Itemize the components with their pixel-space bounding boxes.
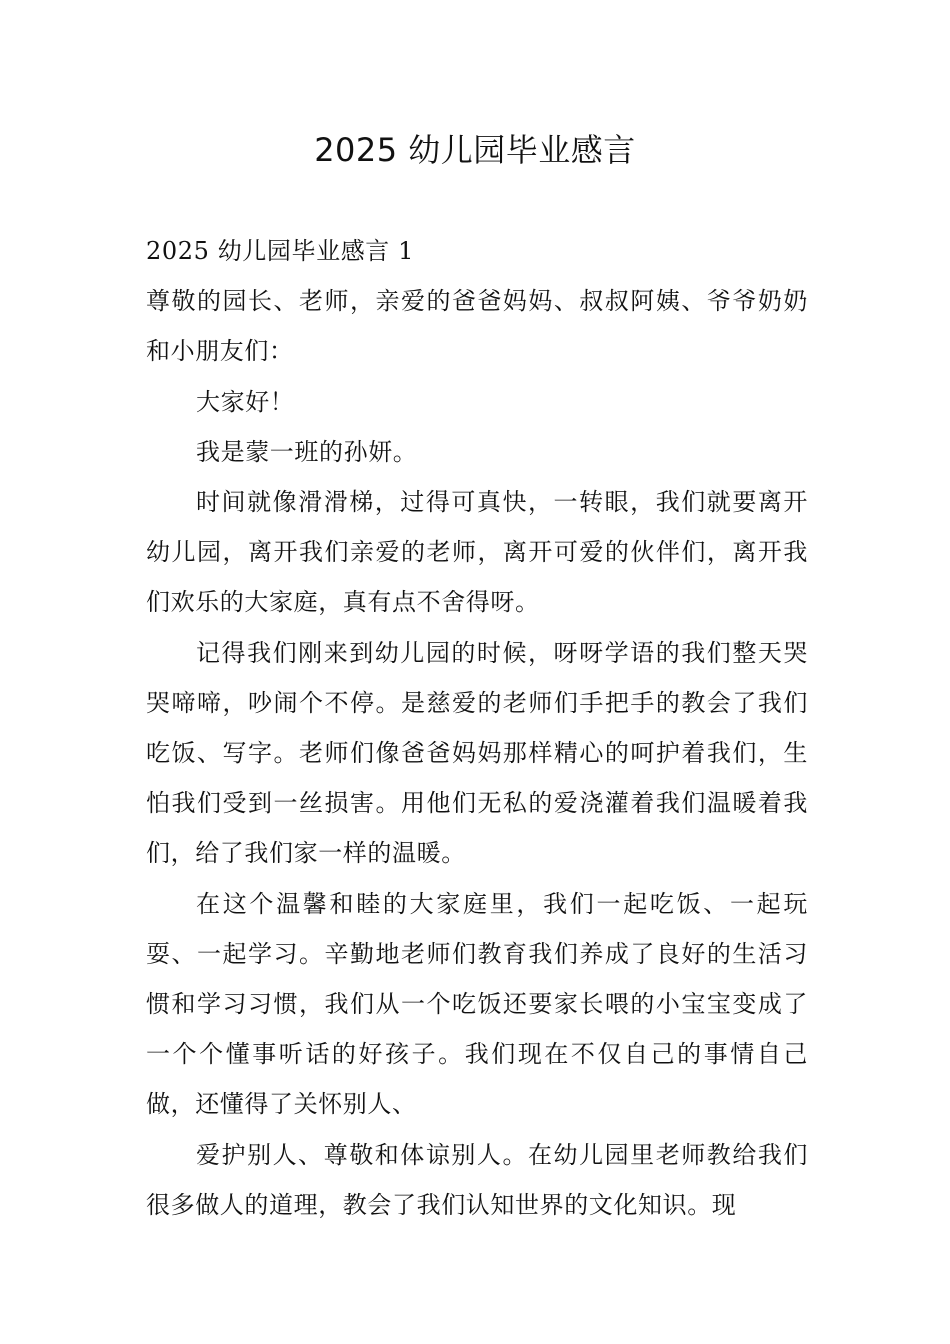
document-title: 2025 幼儿园毕业感言 bbox=[314, 131, 636, 169]
greeting-paragraph: 大家好！ bbox=[196, 387, 295, 416]
body-paragraph: 爱护别人、尊敬和体谅别人。在幼儿园里老师教给我们很多做人的道理，教会了我们认知世界的文化知识。现 bbox=[146, 1140, 808, 1219]
body-paragraph: 在这个温馨和睦的大家庭里，我们一起吃饭、一起玩耍、一起学习。辛勤地老师们教育我们养成了良好的生活习惯和学习习惯，我们从一个吃饭还要家长喂的小宝宝变成了一个个懂事听话的好孩子。我们现在不仅自己的事情自己做，还懂得了关怀别人、 bbox=[146, 889, 808, 1119]
salutation-paragraph: 尊敬的园长、老师，亲爱的爸爸妈妈、叔叔阿姨、爷爷奶奶和小朋友们： bbox=[146, 287, 808, 366]
document-body bbox=[146, 226, 808, 1230]
body-paragraph: 时间就像滑滑梯，过得可真快，一转眼，我们就要离开幼儿园，离开我们亲爱的老师，离开可爱的伙伴们，离开我们欢乐的大家庭，真有点不舍得呀。 bbox=[146, 488, 808, 617]
section-heading: 2025 幼儿园毕业感言 1 bbox=[146, 237, 415, 265]
intro-paragraph: 我是蒙一班的孙妍。 bbox=[196, 437, 418, 466]
body-paragraph: 记得我们刚来到幼儿园的时候，呀呀学语的我们整天哭哭啼啼，吵闹个不停。是慈爱的老师们手把手的教会了我们吃饭、写字。老师们像爸爸妈妈那样精心的呵护着我们，生怕我们受到一丝损害。用他们无私的爱浇灌着我们温暖着我们，给了我们家一样的温暖。 bbox=[146, 638, 808, 868]
